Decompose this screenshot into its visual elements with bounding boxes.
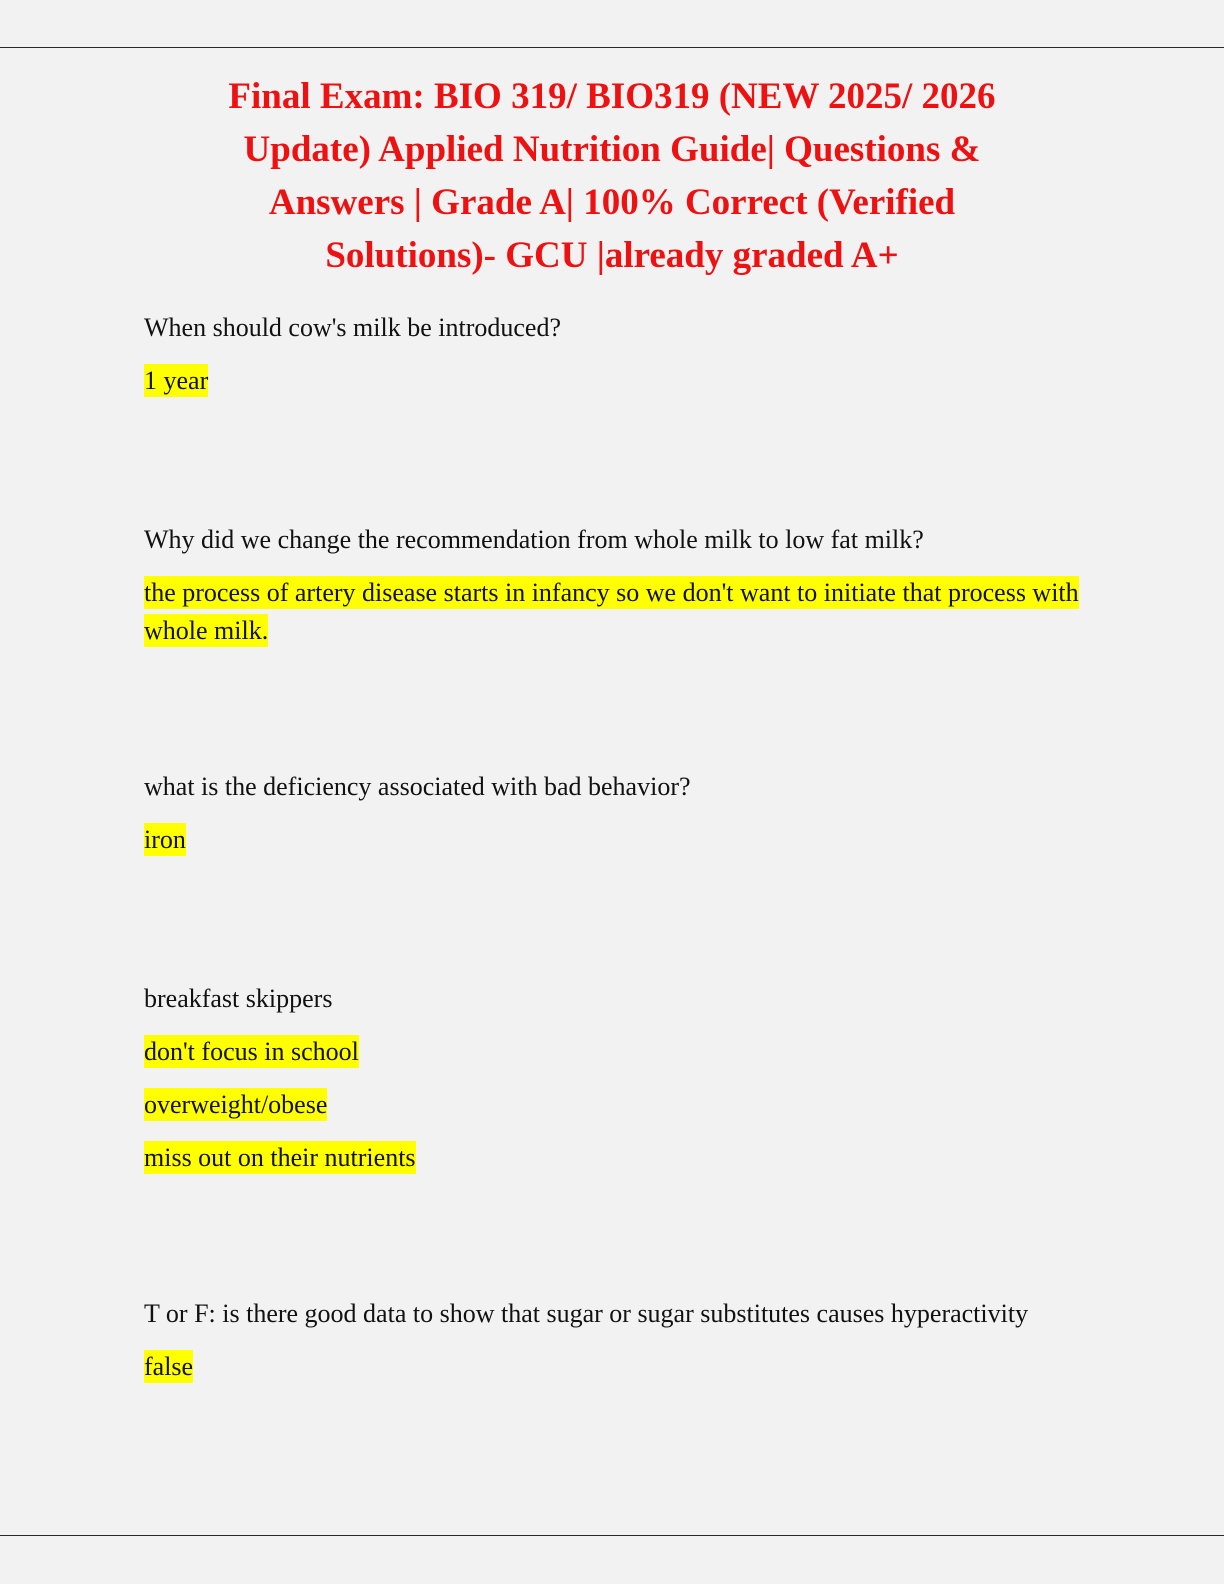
answer-highlight: don't focus in school: [144, 1037, 359, 1066]
answer-highlight: miss out on their nutrients: [144, 1143, 416, 1172]
question-text: T or F: is there good data to show that sugar or sugar substitutes causes hyperactivity: [144, 1299, 1029, 1328]
answer-highlight: iron: [144, 825, 186, 854]
qa-item-3: [144, 768, 1084, 859]
qa-item-2: [144, 521, 1084, 650]
qa-item-5: [144, 1295, 1084, 1386]
question-text: Why did we change the recommendation from whole milk to low fat milk?: [144, 525, 924, 554]
document-title: Final Exam: BIO 319/ BIO319 (NEW 2025/ 2026 Update) Applied Nutrition Guide| Questions & Answers | Grade A| 100% Correct (Verified Solutions)- GCU |already graded A+: [228, 76, 996, 276]
answer-highlight: 1 year: [144, 366, 209, 395]
answer-highlight: the process of artery disease starts in infancy so we don't want to initiate that process with whole milk.: [144, 578, 1079, 645]
question-text: When should cow's milk be introduced?: [144, 313, 561, 342]
question-text: breakfast skippers: [144, 984, 333, 1013]
bottom-divider: [0, 1535, 1224, 1536]
top-divider: [0, 47, 1224, 48]
answer-highlight: false: [144, 1352, 194, 1381]
question-text: what is the deficiency associated with bad behavior?: [144, 772, 691, 801]
qa-item-1: [144, 309, 1084, 400]
qa-item-4: [144, 980, 1084, 1177]
answer-highlight: overweight/obese: [144, 1090, 328, 1119]
